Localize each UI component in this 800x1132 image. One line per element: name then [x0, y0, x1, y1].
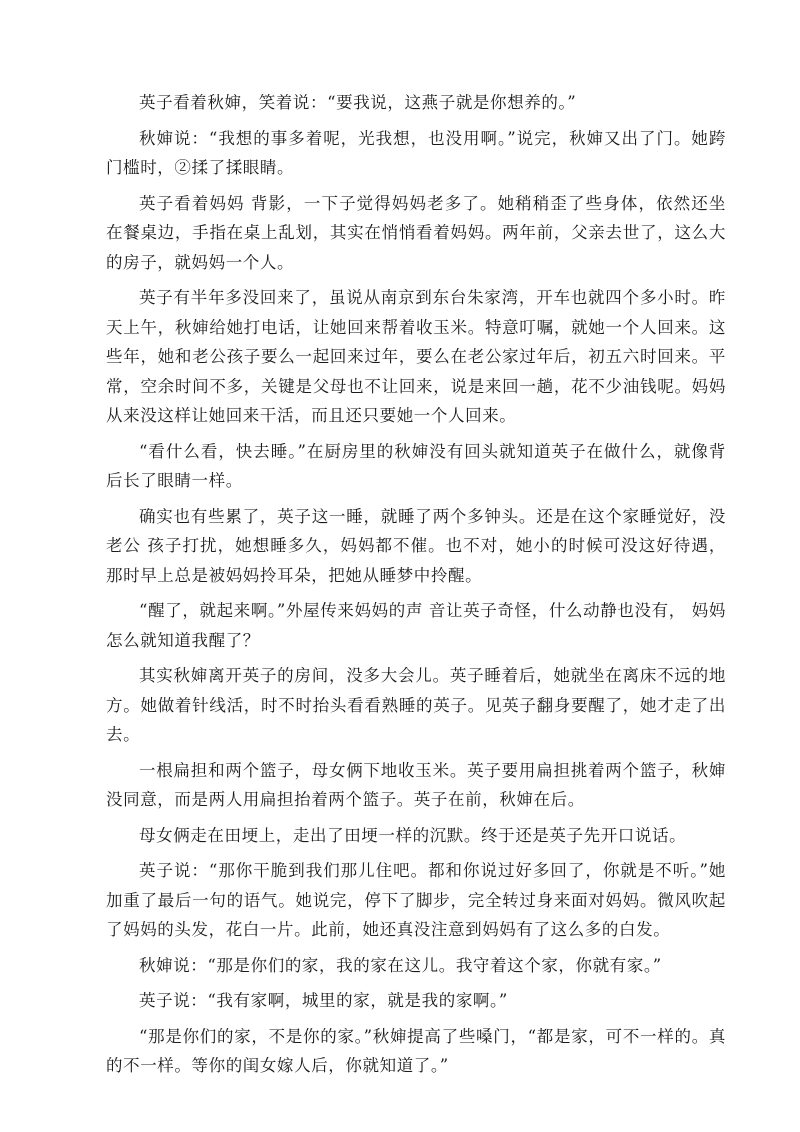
paragraph: “看什么看，快去睡。”在厨房里的秋婶没有回头就知道英子在做什么，就像背后长了眼睛一样。	[106, 441, 726, 490]
article-body	[106, 88, 726, 1087]
paragraph: 英子有半年多没回来了，虽说从南京到东台朱家湾，开车也就四个多小时。昨天上午，秋婶给她打电话，让她回来帮着收玉米。特意叮嘱，就她一个人回来。这些年，她和老公孩子要么一起回来过年，要么在老公家过年后，初五六时回来。平常，空余时间不多，关键是父母也不让回来，说是来回一趟，花不少油钱呢。妈妈从来没这样让她回来干活，而且还只要她一个人回来。	[106, 288, 726, 425]
paragraph: 英子看着秋婶，笑着说：“要我说，这燕子就是你想养的。”	[139, 93, 577, 112]
paragraph: 母女俩走在田埂上，走出了田埂一样的沉默。终于还是英子先开口说话。	[139, 825, 687, 845]
paragraph: 一根扁担和两个篮子，母女俩下地收玉米。英子要用扁担挑着两个篮子，秋婶没同意，而是两人用扁担抬着两个篮子。英子在前，秋婶在后。	[106, 760, 726, 809]
paragraph: 秋婶说：“我想的事多着呢，光我想，也没用啊。”说完，秋婶又出了门。她跨门槛时，②揉了揉眼睛。	[106, 128, 726, 177]
paragraph: 秋婶说：“那是你们的家，我的家在这儿。我守着这个家，你就有家。”	[139, 955, 662, 975]
paragraph: 英子看着妈妈 背影，一下子觉得妈妈老多了。她稍稍歪了些身体，依然还坐在餐桌边，手指在桌上乱划，其实在悄悄看着妈妈。两年前，父亲去世了，这么大的房子，就妈妈一个人。	[106, 193, 726, 272]
paragraph: 确实也有些累了，英子这一睡，就睡了两个多钟头。还是在这个家睡觉好，没老公 孩子打扰，她想睡多久，妈妈都不催。也不对，她小的时候可没这好待遇，那时早上总是被妈妈拎耳朵，把她从睡梦中拎醒。	[106, 506, 726, 585]
paragraph: “醒了，就起来啊。”外屋传来妈妈的声 音让英子奇怪，什么动静也没有， 妈妈怎么就知道我醒了？	[106, 601, 726, 650]
paragraph: “那是你们的家，不是你的家。”秋婶提高了些嗓门，“都是家，可不一样的。真的不一样。等你的闺女嫁人后，你就知道了。”	[106, 1026, 726, 1075]
paragraph: 英子说：“我有家啊，城里的家，就是我的家啊。”	[139, 991, 508, 1010]
paragraph: 英子说：“那你干脆到我们那儿住吧。都和你说过好多回了，你就是不听。”她加重了最后一句的语气。她说完，停下了脚步，完全转过身来面对妈妈。微风吹起了妈妈的头发，花白一片。此前，她还真没注意到妈妈有了这么多的白发。	[106, 861, 726, 939]
paragraph: 其实秋婶离开英子的房间，没多大会儿。英子睡着后，她就坐在离床不远的地方。她做着针线活，时不时抬头看看熟睡的英子。见英子翻身要醒了，她才走了出去。	[106, 666, 726, 744]
